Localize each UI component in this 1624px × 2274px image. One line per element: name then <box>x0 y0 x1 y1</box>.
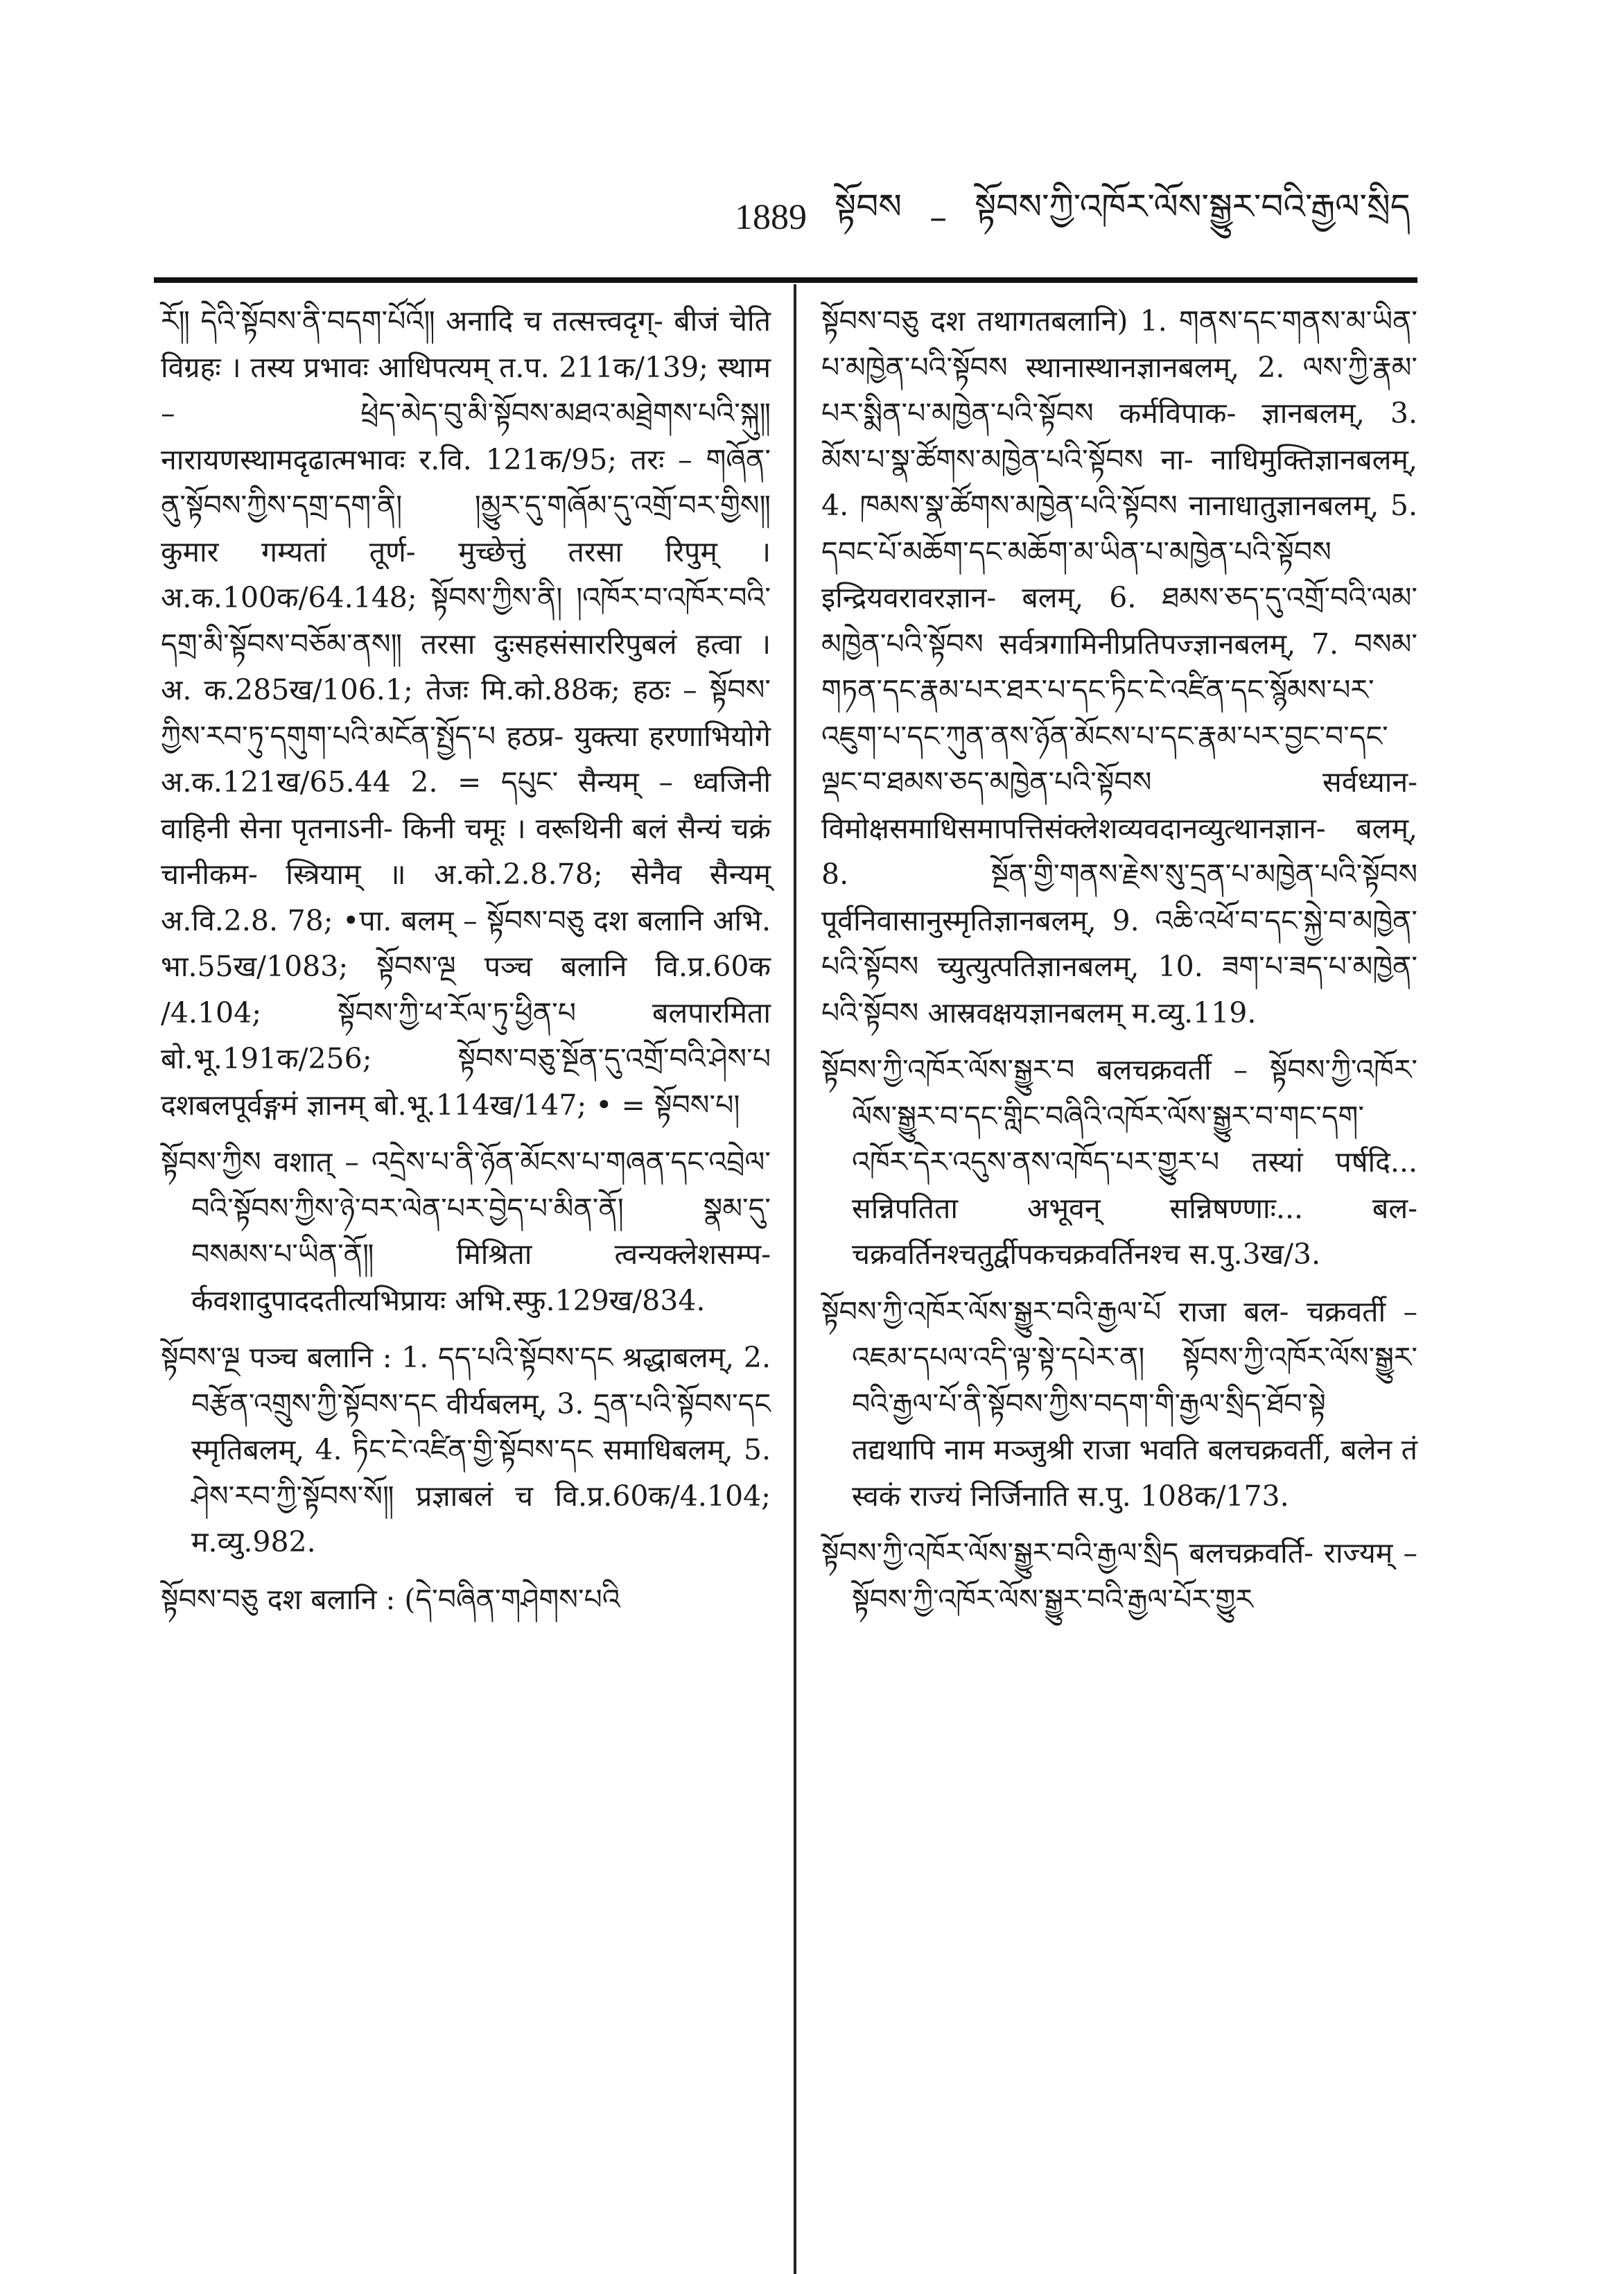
entry-text: སྟོབས་ཀྱི་འཁོར་ལོས་སྒྱུར་བ बलचक्रवर्ती – སྟོབས་ཀྱི་འཁོར་ལོས་སྒྱུར་བ་དང་གླིང་བཞིའི་འཁོར་ལོས་སྒྱུར་བ་གང་དག་འཁོར་དེར་འདུས་ནས་འཁོད་པར་གྱུར་པ तस्यां पर्षदि... सन्निपतिता अभूवन् सन्निषण्णाः... बल- चक्रवर्तिनश्चतुर्द्वीपकचक्रवर्तिनश्च स.पु.3ख/3. <box>821 1053 1417 1271</box>
dictionary-entry <box>821 1047 1417 1278</box>
left-column <box>161 298 771 1633</box>
header-headword-start: སྟོབས <box>835 186 902 227</box>
dictionary-entry <box>161 298 771 1128</box>
header-headword-end: སྟོབས་ཀྱི་འཁོར་ལོས་སྒྱུར་བའི་རྒྱལ་སྲིད <box>975 186 1411 227</box>
dictionary-entry <box>161 1577 771 1623</box>
dictionary-entry <box>161 1139 771 1323</box>
entry-text: ཪོ༎ དེའི་སྟོབས་ནི་བདག་པོའོ༎ अनादि च तत्सत्त्वदृग्- बीजं चेति विग्रहः । तस्य प्रभावः आधिपत्यम् त.प. 211क/139; स्थाम – ཕྲེད་མེད་བུ་མི་སྟོབས་མཐའ་མཐྲེགས་པའི་སྐུ༎ नारायणस्थामदृढात्मभावः र.वि. 121क/95; तरः – གཞོན་ནུ་སྟོབས་ཀྱིས་དགྲ་དག་ནི། །མྱུར་དུ་གཞོམ་དུ་འགྲོ་བར་གྱིས༎ कुमार गम्यतां तूर्ण- मुच्छेत्तुं तरसा रिपुम् । अ.क.100क/64.148; སྟོབས་ཀྱིས་ནི། །འཁོར་བ་འཁོར་བའི་དགྲ་མི་སྟོབས་བཅོམ་ནས༎ तरसा दुःसहसंसाररिपुबलं हत्वा । अ. क.285ख/106.1; तेजः मि.को.88क; हठः – སྟོབས་ཀྱིས་རབ་ཏུ་དགུག་པའི་མངོན་སྤྱོད་པ हठप्र- युक्त्या हरणाभियोगे अ.क.121ख/65.44 2. = དཔུང་ सैन्यम् – ध्वजिनी वाहिनी सेना पृतनाऽनी- किनी चमूः । वरूथिनी बलं सैन्यं चक्रं चानीकम- स्त्रियाम् ॥ अ.को.2.8.78; सेनैव सैन्यम् अ.वि.2.8. 78; •पा. बलम् – སྟོབས་བཅུ दश बलानि अभि. भा.55ख/1083; སྟོབས་ལྔ पञ्च बलानि वि.प्र.60क /4.104; སྟོབས་ཀྱི་ཕ་རོལ་ཏུ་ཕྱིན་པ बलपारमिता बो.भू.191क/256; སྟོབས་བཅུ་སྔོན་དུ་འགྲོ་བའི་ཤེས་པ दशबलपूर्वङ्गमं ज्ञानम् बो.भू.114ख/147; • = སྟོབས་པ། <box>161 304 771 1122</box>
entry-text: སྟོབས་བཅུ दश तथागतबलानि) 1. གནས་དང་གནས་མ་ཡིན་པ་མཁྱེན་པའི་སྟོབས स्थानास्थानज्ञानबलम्, 2. ལས་ཀྱི་རྣམ་པར་སྨིན་པ་མཁྱེན་པའི་སྟོབས कर्मविपाक- ज्ञानबलम्, 3. མོས་པ་སྣ་ཚོགས་མཁྱེན་པའི་སྟོབས ना- नाधिमुक्तिज्ञानबलम्, 4. ཁམས་སྣ་ཚོགས་མཁྱེན་པའི་སྟོབས नानाधातुज्ञानबलम्, 5. དབང་པོ་མཆོག་དང་མཆོག་མ་ཡིན་པ་མཁྱེན་པའི་སྟོབས इन्द्रियवरावरज्ञान- बलम्, 6. ཐམས་ཅད་དུ་འགྲོ་བའི་ལམ་མཁྱེན་པའི་སྟོབས सर्वत्रगामिनीप्रतिपज्ज्ञानबलम्, 7. བསམ་གཏན་དང་རྣམ་པར་ཐར་པ་དང་ཏིང་ངེ་འཛིན་དང་སྙོམས་པར་འཇུག་པ་དང་ཀུན་ནས་ཉོན་མོངས་པ་དང་རྣམ་པར་བྱང་བ་དང་ལྡང་བ་ཐམས་ཅད་མཁྱེན་པའི་སྟོབས सर्वध्यान- विमोक्षसमाधिसमापत्तिसंक्लेशव्यवदानव्युत्थानज्ञान- बलम्, 8. སྔོན་གྱི་གནས་རྗེས་སུ་དྲན་པ་མཁྱེན་པའི་སྟོབས पूर्वनिवासानुस्मृतिज्ञानबलम्, 9. འཆི་འཕོ་བ་དང་སྐྱེ་བ་མཁྱེན་པའི་སྟོབས च्युत्युत्पतिज्ञानबलम्, 10. ཟག་པ་ཟད་པ་མཁྱེན་པའི་སྟོབས आस्रवक्षयज्ञानबलम् म.व्यु.119. <box>821 304 1417 1030</box>
right-column <box>821 298 1417 1633</box>
dictionary-entry <box>821 1289 1417 1520</box>
header-rule <box>154 277 1417 283</box>
column-divider <box>794 284 796 2274</box>
entry-text: སྟོབས་ཀྱི་འཁོར་ལོས་སྒྱུར་བའི་རྒྱལ་སྲིད बलचक्रवर्ति- राज्यम् – སྟོབས་ཀྱི་འཁོར་ལོས་སྒྱུར་བའི་རྒྱལ་པོར་གྱུར <box>821 1536 1417 1616</box>
entry-text: སྟོབས་བཅུ दश बलानि : (དེ་བཞིན་གཤེགས་པའི <box>161 1582 620 1616</box>
dictionary-entry <box>821 298 1417 1036</box>
page-number: 1889 <box>735 197 807 237</box>
entry-text: སྟོབས་ལྔ पञ्च बलानि : 1. དད་པའི་སྟོབས་དང श्रद्धाबलम्, 2. བརྩོན་འགྲུས་ཀྱི་སྟོབས་དང वीर्यबलम्, 3. དྲན་པའི་སྟོབས་དང स्मृतिबलम्, 4. ཏིང་ངེ་འཛིན་གྱི་སྟོབས་དང समाधिबलम्, 5. ཤེས་རབ་ཀྱི་སྟོབས་སོ༎ प्रज्ञाबलं च वि.प्र.60क/4.104; म.व्यु.982. <box>161 1341 771 1559</box>
entry-text: སྟོབས་ཀྱིས वशात् – འདྲེས་པ་ནི་ཉོན་མོངས་པ་གཞན་དང་འབྲེལ་བའི་སྟོབས་ཀྱིས་ཉེ་བར་ལེན་པར་བྱེད་པ་མིན་ནོ། སྣམ་དུ་བསམས་པ་ཡིན་ནོ༎ मिश्रिता त्वन्यक्लेशसम्प- र्कवशादुपाददतीत्यभिप्रायः अभि.स्फु.129ख/834. <box>161 1145 771 1317</box>
entry-text: སྟོབས་ཀྱི་འཁོར་ལོས་སྒྱུར་བའི་རྒྱལ་པོ राजा बल- चक्रवर्ती – འཇམ་དཔལ་འདི་ལྟ་སྟེ་དཔེར་ན། སྟོབས་ཀྱི་འཁོར་ལོས་སྒྱུར་བའི་རྒྱལ་པོ་ནི་སྟོབས་ཀྱིས་བདག་གི་རྒྱལ་སྲིད་ཐོབ་སྟེ तद्यथापि नाम मञ्जुश्री राजा भवति बलचक्रवर्ती, बलेन तं स्वकं राज्यं निर्जिनाति स.पु. 108क/173. <box>821 1294 1417 1513</box>
dictionary-entry <box>161 1335 771 1565</box>
running-header <box>735 186 1428 248</box>
header-dash: – <box>929 197 948 237</box>
dictionary-entry <box>821 1530 1417 1622</box>
